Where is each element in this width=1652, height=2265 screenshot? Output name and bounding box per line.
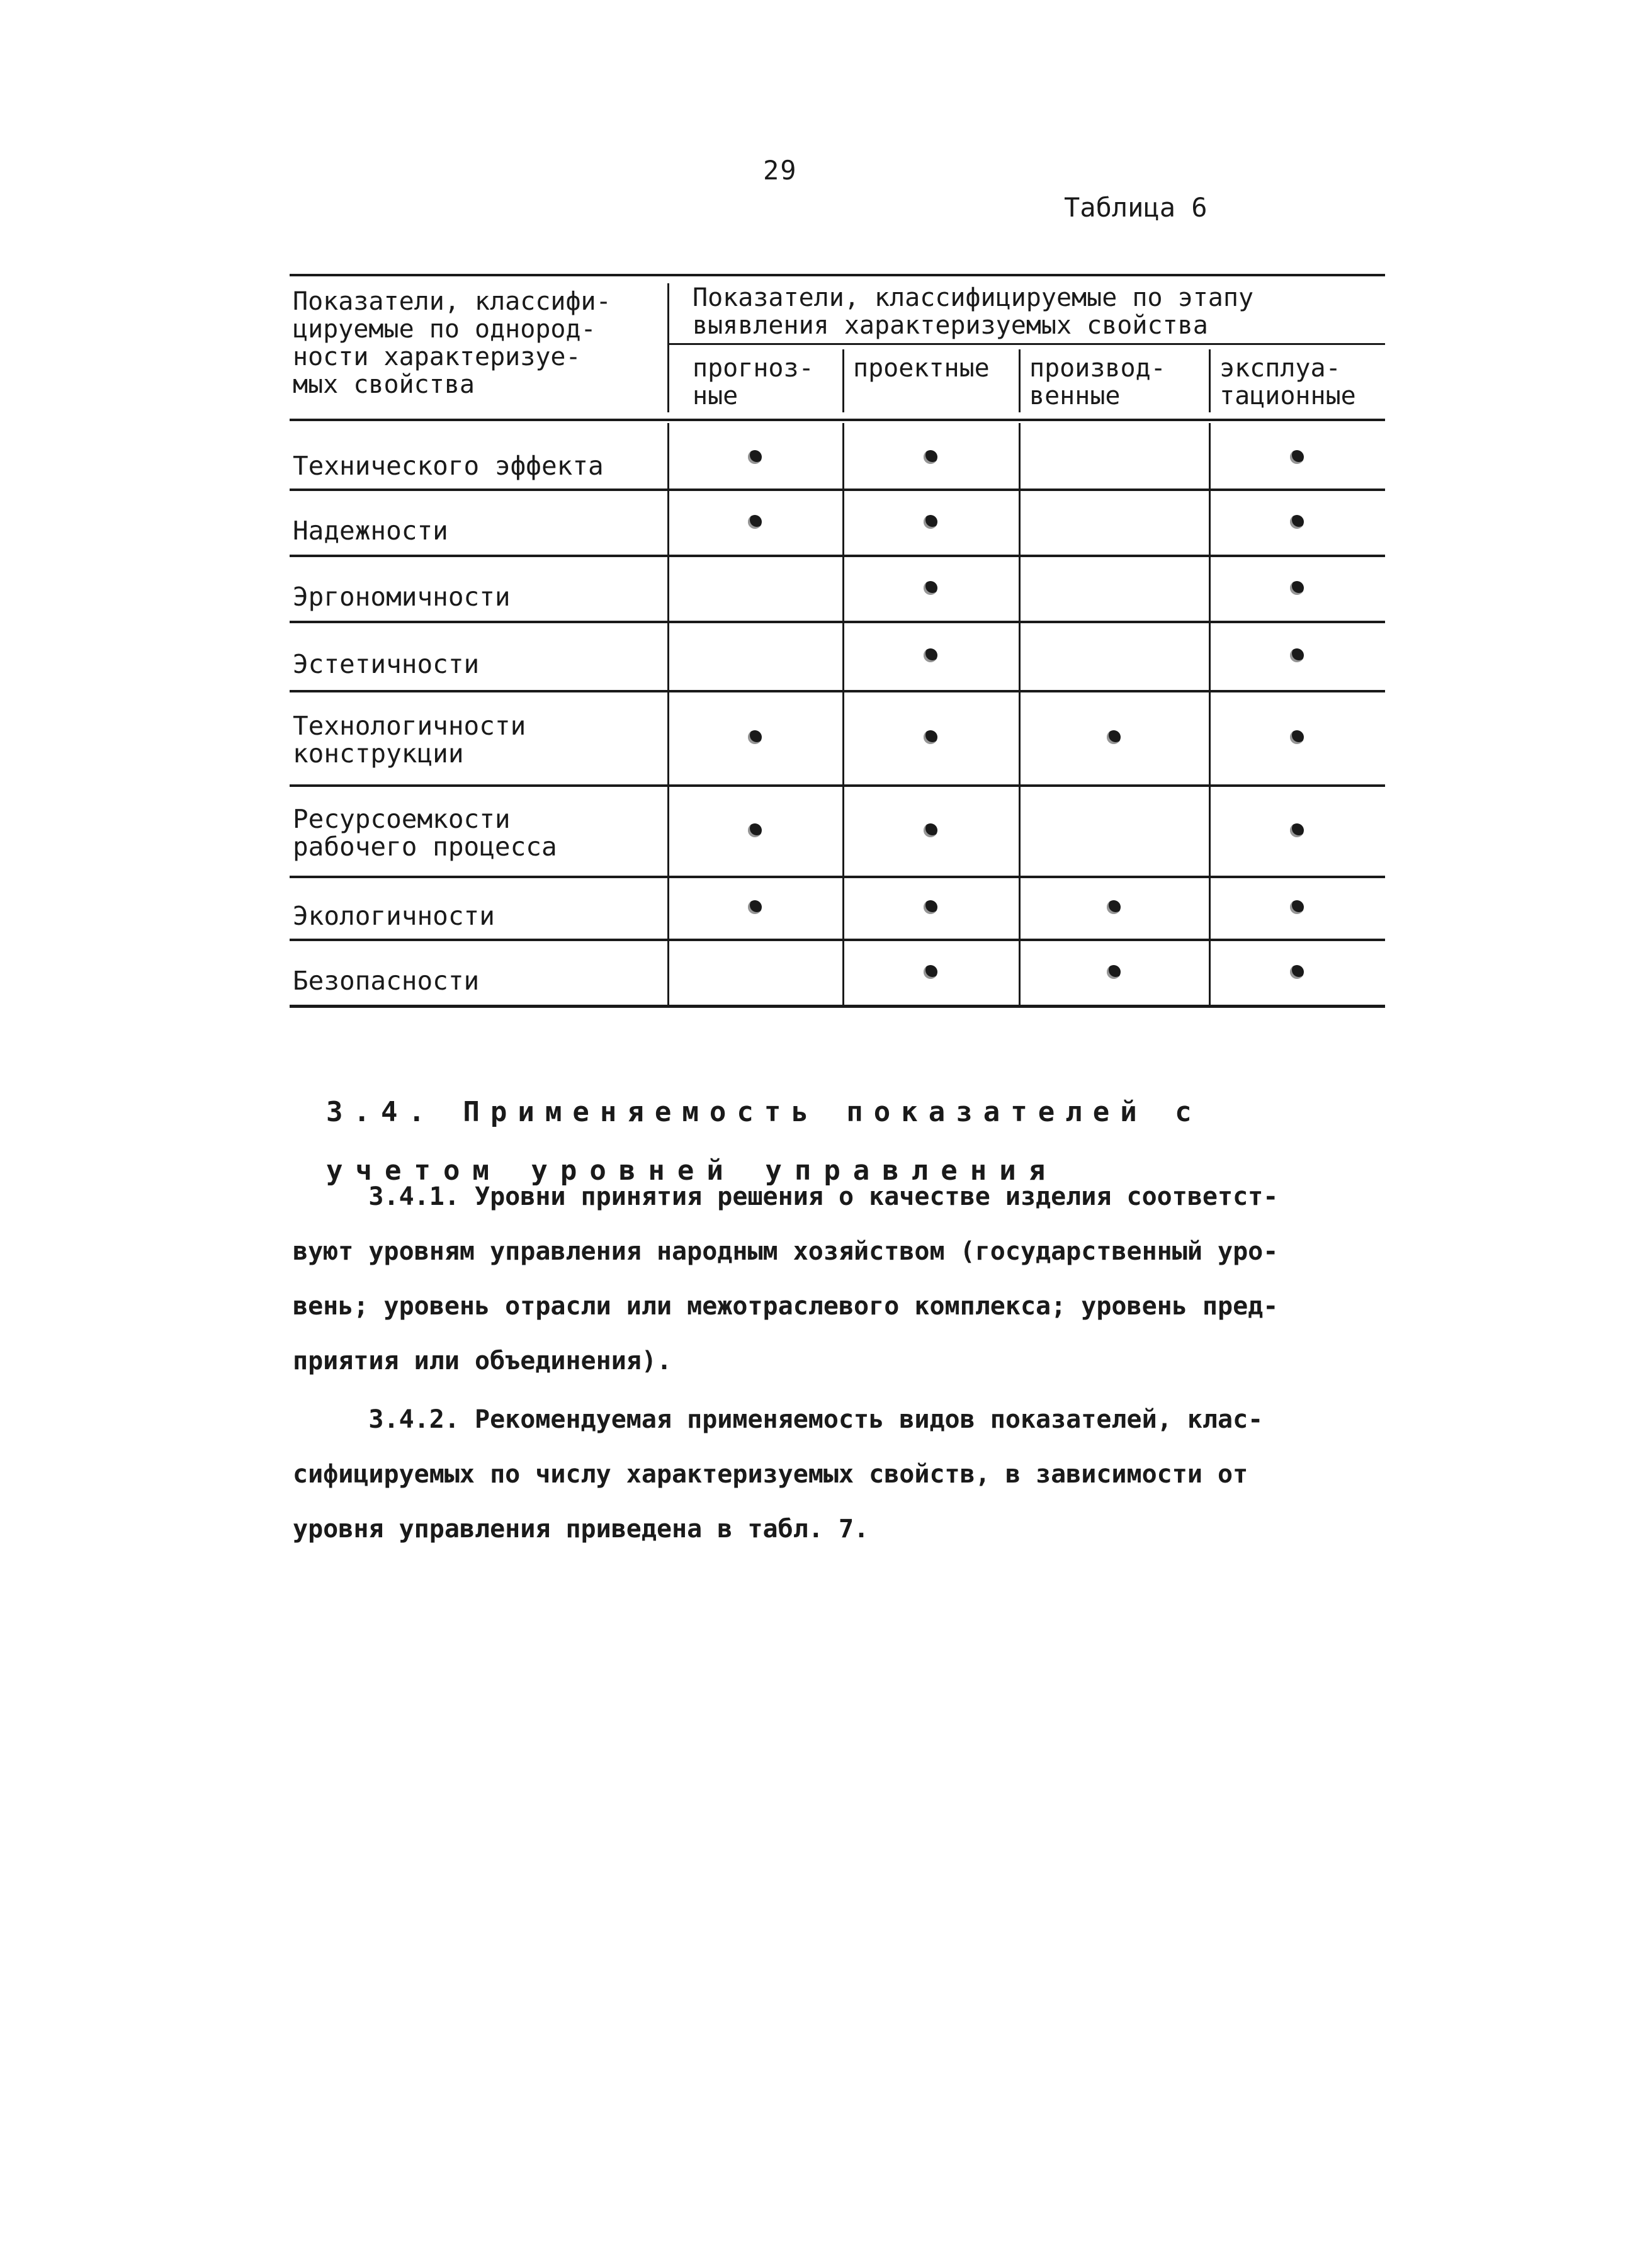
mark-dot: [1290, 515, 1304, 529]
mark-dot: [924, 581, 937, 595]
indicator-table: [290, 274, 1385, 998]
cell-divider: [842, 423, 844, 490]
header-divider: [1019, 349, 1021, 412]
mark-dot: [748, 823, 762, 837]
cell-divider: [842, 618, 844, 691]
header-group-rule: [667, 343, 1385, 345]
row-rule: [290, 784, 1385, 787]
section-heading-line-2: учетом уровней управления: [325, 1155, 1058, 1187]
cell-divider: [842, 486, 844, 556]
mark-dot: [1107, 965, 1121, 979]
row-label: Безопасности: [293, 965, 480, 996]
cell-divider: [1209, 423, 1211, 490]
paragraph-line: приятия или объединения).: [293, 1347, 672, 1375]
cell-divider: [1019, 618, 1021, 691]
header-group: Показатели, классифицируемые по этапу выявления характеризуемых свойства: [693, 283, 1254, 340]
cell-divider: [1019, 687, 1021, 786]
mark-dot: [1290, 648, 1304, 662]
mark-dot: [1290, 581, 1304, 595]
cell-divider: [1209, 687, 1211, 786]
mark-dot: [748, 730, 762, 744]
paragraph-line: вуют уровням управления народным хозяйством (государственный уро-: [293, 1237, 1279, 1266]
mark-dot: [748, 515, 762, 529]
mark-dot: [1290, 730, 1304, 744]
row-label: Технического эффекта: [293, 451, 604, 481]
row-rule: [290, 876, 1385, 878]
paragraph-line: 3.4.2. Рекомендуемая применяемость видов показателей, клас-: [293, 1405, 1264, 1434]
row-label: Надежности: [293, 515, 448, 546]
row-rule: [290, 1005, 1385, 1008]
paragraph-line: 3.4.1. Уровни принятия решения о качестве изделия соответст-: [293, 1182, 1279, 1211]
header-left: Показатели, классифи- цируемые по однород- ности характеризуе- мых свойства: [293, 287, 611, 399]
cell-divider: [1209, 873, 1211, 940]
header-divider: [842, 349, 844, 412]
mark-dot: [748, 900, 762, 914]
cell-divider: [1019, 552, 1021, 622]
row-label: Ресурсоемкости рабочего процесса: [293, 803, 557, 862]
cell-divider: [842, 873, 844, 940]
row-label: Технологичности конструкции: [293, 711, 526, 769]
cell-divider: [667, 687, 669, 786]
mark-dot: [924, 900, 937, 914]
page-number: 29: [763, 155, 798, 186]
row-rule: [290, 489, 1385, 491]
paragraph-line: сифицируемых по числу характеризуемых свойств, в зависимости от: [293, 1460, 1248, 1489]
cell-divider: [1019, 782, 1021, 877]
cell-divider: [1209, 782, 1211, 877]
cell-divider: [1209, 552, 1211, 622]
column-header-operation: эксплуа- тационные: [1219, 354, 1356, 410]
mark-dot: [1290, 900, 1304, 914]
cell-divider: [667, 936, 669, 1006]
paragraph-line: уровня управления приведена в табл. 7.: [293, 1515, 869, 1544]
header-divider: [1209, 349, 1211, 412]
table-caption: Таблица 6: [1064, 192, 1208, 223]
cell-divider: [842, 687, 844, 786]
cell-divider: [1209, 486, 1211, 556]
cell-divider: [1019, 423, 1021, 490]
row-label: Экологичности: [293, 901, 495, 931]
mark-dot: [1290, 965, 1304, 979]
row-label: Эстетичности: [293, 649, 480, 679]
row-rule: [290, 690, 1385, 692]
column-header-production: производ- венные: [1029, 354, 1166, 410]
mark-dot: [924, 515, 937, 529]
cell-divider: [1209, 618, 1211, 691]
section-heading: [293, 1064, 1202, 1128]
mark-dot: [1107, 900, 1121, 914]
cell-divider: [667, 423, 669, 490]
mark-dot: [748, 450, 762, 464]
cell-divider: [667, 486, 669, 556]
cell-divider: [1019, 873, 1021, 940]
cell-divider: [1209, 936, 1211, 1006]
mark-dot: [924, 648, 937, 662]
section-heading-line-1: 3.4. Применяемость показателей с: [325, 1096, 1202, 1128]
cell-divider: [667, 873, 669, 940]
column-header-forecast: прогноз- ные: [693, 354, 814, 410]
table-header-bottom-rule: [290, 419, 1385, 421]
mark-dot: [924, 823, 937, 837]
row-rule: [290, 621, 1385, 623]
cell-divider: [1019, 486, 1021, 556]
header-divider: [667, 283, 669, 412]
row-label: Эргономичности: [293, 581, 511, 612]
cell-divider: [842, 936, 844, 1006]
paragraph-line: вень; уровень отрасли или межотраслевого комплекса; уровень пред-: [293, 1292, 1279, 1321]
mark-dot: [924, 965, 937, 979]
column-header-design: проектные: [853, 354, 990, 383]
cell-divider: [842, 782, 844, 877]
table-top-rule: [290, 274, 1385, 276]
section-heading-2: [293, 1122, 1058, 1187]
cell-divider: [667, 618, 669, 691]
mark-dot: [1290, 823, 1304, 837]
cell-divider: [842, 552, 844, 622]
cell-divider: [1019, 936, 1021, 1006]
cell-divider: [667, 782, 669, 877]
row-rule: [290, 939, 1385, 941]
mark-dot: [924, 450, 937, 464]
mark-dot: [924, 730, 937, 744]
row-rule: [290, 555, 1385, 557]
mark-dot: [1107, 730, 1121, 744]
cell-divider: [667, 552, 669, 622]
mark-dot: [1290, 450, 1304, 464]
